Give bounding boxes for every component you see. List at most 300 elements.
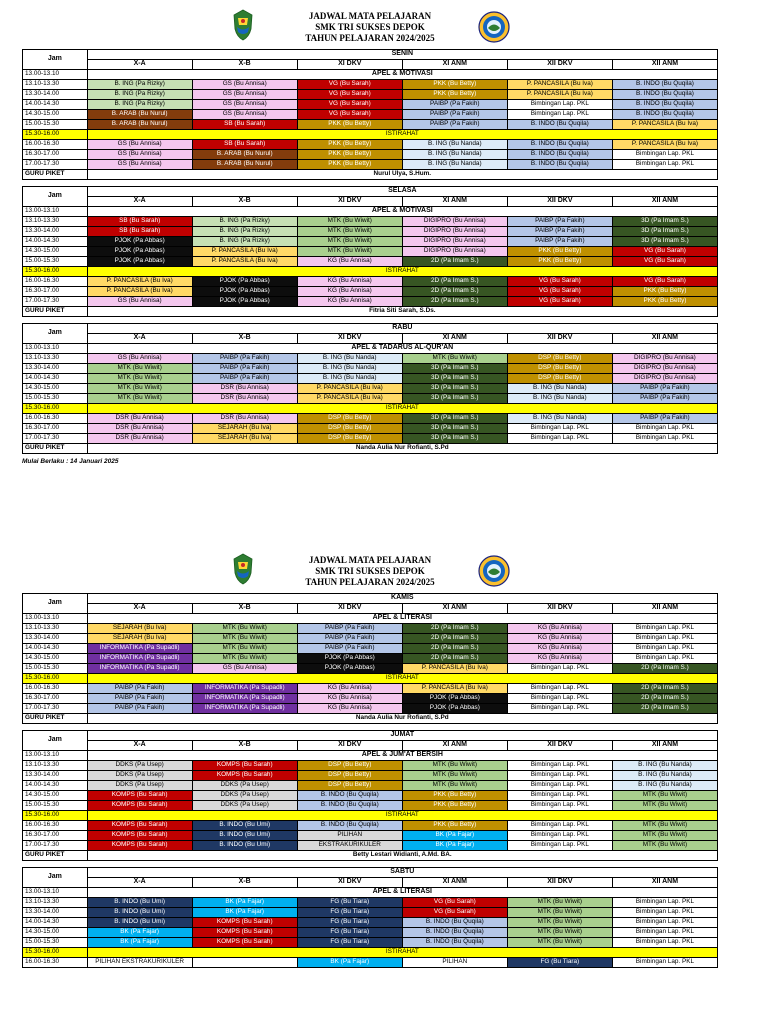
subject-cell: DSR (Bu Annisa) <box>192 394 297 404</box>
class-column-header: XII DKV <box>507 334 612 344</box>
time-slot: 15.00-15.30 <box>23 257 88 267</box>
subject-cell: DDKS (Pa Usep) <box>87 771 192 781</box>
time-slot-row <box>23 257 718 267</box>
day-table-selasa <box>22 186 718 317</box>
subject-cell: B. INDO (Bu Umi) <box>192 831 297 841</box>
subject-cell: Bimbingan Lap. PKL <box>612 644 717 654</box>
subject-cell: PKK (Bu Betty) <box>402 80 507 90</box>
time-slot: 14.30-15.00 <box>23 654 88 664</box>
subject-cell: INFORMATIKA (Pa Supadli) <box>192 694 297 704</box>
time-slot-row <box>23 217 718 227</box>
subject-cell: P. PANCASILA (Bu Iva) <box>507 80 612 90</box>
time-slot-row <box>23 644 718 654</box>
subject-cell: PJOK (Pa Abbas) <box>402 694 507 704</box>
time-slot: 14.30-15.00 <box>23 384 88 394</box>
day-table-senin <box>22 49 718 180</box>
subject-cell: SEJARAH (Bu Iva) <box>87 634 192 644</box>
subject-cell: PILIHAN <box>402 958 507 968</box>
class-column-header: X-A <box>87 878 192 888</box>
time-slot-row <box>23 761 718 771</box>
time-slot: 13.00-13.10 <box>23 207 88 217</box>
subject-cell: PJOK (Pa Abbas) <box>192 297 297 307</box>
subject-cell: PJOK (Pa Abbas) <box>87 257 192 267</box>
subject-cell: Bimbingan Lap. PKL <box>507 100 612 110</box>
time-slot-row <box>23 614 718 624</box>
time-slot-row <box>23 364 718 374</box>
class-column-header: X-A <box>87 197 192 207</box>
subject-cell: 2D (Pa Imam S.) <box>402 634 507 644</box>
subject-cell: INFORMATIKA (Pa Supadli) <box>192 704 297 714</box>
time-slot-row <box>23 751 718 761</box>
time-slot-row <box>23 414 718 424</box>
guru-piket-name: Nurul Ulya, S.Hum. <box>87 170 717 180</box>
subject-cell: PJOK (Pa Abbas) <box>87 247 192 257</box>
class-column-header: XII ANM <box>612 741 717 751</box>
subject-cell: B. INDO (Bu Umi) <box>87 898 192 908</box>
subject-cell: PJOK (Pa Abbas) <box>192 277 297 287</box>
subject-cell: BK (Pa Fajar) <box>402 841 507 851</box>
subject-cell: GS (Bu Annisa) <box>87 150 192 160</box>
class-column-header: X-B <box>192 878 297 888</box>
subject-cell: PAIBP (Pa Fakih) <box>87 704 192 714</box>
time-slot: 15.30-16.00 <box>23 404 88 414</box>
day-name: JUMAT <box>87 731 717 741</box>
time-slot-row <box>23 110 718 120</box>
subject-cell: VG (Bu Sarah) <box>297 80 402 90</box>
subject-cell: 2D (Pa Imam S.) <box>402 644 507 654</box>
time-slot: 13.10-13.30 <box>23 624 88 634</box>
subject-cell: DDKS (Pa Usep) <box>87 761 192 771</box>
subject-cell: MTK (Bu Wiwit) <box>507 938 612 948</box>
subject-cell: Bimbingan Lap. PKL <box>507 841 612 851</box>
subject-cell: DIGIPRO (Bu Annisa) <box>402 247 507 257</box>
opening-activity: APEL & LITERASI <box>87 888 717 898</box>
effective-date-note: Mulai Berlaku : 14 Januari 2025 <box>22 458 119 465</box>
subject-cell: MTK (Bu Wiwit) <box>192 644 297 654</box>
time-slot: 14.00-14.30 <box>23 918 88 928</box>
time-slot: 13.00-13.10 <box>23 614 88 624</box>
subject-cell: Bimbingan Lap. PKL <box>612 424 717 434</box>
subject-cell: B. INDO (Bu Umi) <box>87 908 192 918</box>
title-line-1: JADWAL MATA PELAJARAN <box>308 555 432 565</box>
subject-cell: P. PANCASILA (Bu Iva) <box>507 90 612 100</box>
time-slot: 14.30-15.00 <box>23 928 88 938</box>
subject-cell: B. INDO (Bu Quqila) <box>507 140 612 150</box>
subject-cell: VG (Bu Sarah) <box>402 908 507 918</box>
subject-cell: P. PANCASILA (Bu Iva) <box>612 140 717 150</box>
jam-header: Jam <box>23 868 88 888</box>
subject-cell: DSP (Bu Betty) <box>297 414 402 424</box>
opening-activity: APEL & MOTIVASI <box>87 70 717 80</box>
subject-cell: KOMPS (Bu Sarah) <box>87 831 192 841</box>
subject-cell: KOMPS (Bu Sarah) <box>87 801 192 811</box>
subject-cell: DSR (Bu Annisa) <box>192 384 297 394</box>
time-slot: 13.30-14.00 <box>23 227 88 237</box>
time-slot-row <box>23 80 718 90</box>
subject-cell: KOMPS (Bu Sarah) <box>87 821 192 831</box>
time-slot: 13.00-13.10 <box>23 70 88 80</box>
subject-cell: MTK (Bu Wiwit) <box>612 801 717 811</box>
subject-cell: DSR (Bu Annisa) <box>87 414 192 424</box>
subject-cell: B. INDO (Bu Quqila) <box>402 918 507 928</box>
subject-cell: GS (Bu Annisa) <box>87 160 192 170</box>
subject-cell: B. INDO (Bu Quqila) <box>297 821 402 831</box>
time-slot-row <box>23 354 718 364</box>
time-slot: 14.00-14.30 <box>23 100 88 110</box>
time-slot: 14.00-14.30 <box>23 237 88 247</box>
time-slot: 15.30-16.00 <box>23 811 88 821</box>
time-slot: 13.00-13.10 <box>23 751 88 761</box>
time-slot-row <box>23 811 718 821</box>
subject-cell: PAIBP (Pa Fakih) <box>192 364 297 374</box>
time-slot: 13.10-13.30 <box>23 354 88 364</box>
subject-cell: Bimbingan Lap. PKL <box>507 761 612 771</box>
time-slot: 15.00-15.30 <box>23 120 88 130</box>
subject-cell: MTK (Bu Wiwit) <box>402 354 507 364</box>
time-slot: 15.00-15.30 <box>23 801 88 811</box>
guru-piket-label: GURU PIKET <box>23 170 88 180</box>
guru-piket-name: Nanda Aulia Nur Rofianti, S.Pd <box>87 444 717 454</box>
subject-cell: B. INDO (Bu Quqila) <box>402 928 507 938</box>
guru-piket-label: GURU PIKET <box>23 444 88 454</box>
subject-cell: MTK (Bu Wiwit) <box>507 908 612 918</box>
time-slot: 17.00-17.30 <box>23 434 88 444</box>
day-name: SELASA <box>87 187 717 197</box>
subject-cell: P. PANCASILA (Bu Iva) <box>612 120 717 130</box>
subject-cell: Bimbingan Lap. PKL <box>507 821 612 831</box>
time-slot-row <box>23 344 718 354</box>
subject-cell: DSP (Bu Betty) <box>297 761 402 771</box>
break-label: ISTIRAHAT <box>87 130 717 140</box>
subject-cell: PKK (Bu Betty) <box>297 150 402 160</box>
subject-cell: KG (Bu Annisa) <box>297 704 402 714</box>
subject-cell: 2D (Pa Imam S.) <box>402 257 507 267</box>
subject-cell: B. ING (Bu Nanda) <box>297 374 402 384</box>
class-column-header: XI DKV <box>297 878 402 888</box>
subject-cell: PAIBP (Pa Fakih) <box>192 354 297 364</box>
class-column-header: X-A <box>87 60 192 70</box>
time-slot: 16.00-16.30 <box>23 414 88 424</box>
time-slot: 16.30-17.00 <box>23 831 88 841</box>
subject-cell: PILIHAN EKSTRAKURIKULER <box>87 958 192 968</box>
subject-cell: DDKS (Pa Usep) <box>192 791 297 801</box>
class-column-header: X-B <box>192 197 297 207</box>
guru-piket-name: Fitria Siti Sarah, S.Ds. <box>87 307 717 317</box>
subject-cell: MTK (Bu Wiwit) <box>612 821 717 831</box>
subject-cell: B. ARAB (Bu Nurul) <box>87 110 192 120</box>
subject-cell: PAIBP (Pa Fakih) <box>612 394 717 404</box>
subject-cell: BK (Pa Fajar) <box>402 831 507 841</box>
time-slot: 17.00-17.30 <box>23 297 88 307</box>
subject-cell: 3D (Pa Imam S.) <box>402 384 507 394</box>
time-slot-row <box>23 374 718 384</box>
opening-activity: APEL & LITERASI <box>87 614 717 624</box>
subject-cell: MTK (Bu Wiwit) <box>402 771 507 781</box>
subject-cell: MTK (Bu Wiwit) <box>297 217 402 227</box>
subject-cell: PAIBP (Pa Fakih) <box>507 237 612 247</box>
day-name: SABTU <box>87 868 717 878</box>
subject-cell: DIGIPRO (Bu Annisa) <box>402 227 507 237</box>
subject-cell: B. ING (Bu Nanda) <box>612 781 717 791</box>
subject-cell: KOMPS (Bu Sarah) <box>192 761 297 771</box>
subject-cell: B. ING (Pa Rizky) <box>87 90 192 100</box>
subject-cell: VG (Bu Sarah) <box>297 90 402 100</box>
class-column-header: XII ANM <box>612 334 717 344</box>
time-slot: 15.30-16.00 <box>23 674 88 684</box>
subject-cell: DSP (Bu Betty) <box>507 364 612 374</box>
subject-cell: MTK (Bu Wiwit) <box>507 928 612 938</box>
class-column-header: XII DKV <box>507 197 612 207</box>
time-slot: 13.10-13.30 <box>23 80 88 90</box>
subject-cell: MTK (Bu Wiwit) <box>87 384 192 394</box>
subject-cell: PKK (Bu Betty) <box>402 821 507 831</box>
subject-cell: GS (Bu Annisa) <box>192 110 297 120</box>
time-slot-row <box>23 684 718 694</box>
subject-cell: P. PANCASILA (Bu Iva) <box>297 384 402 394</box>
break-label: ISTIRAHAT <box>87 811 717 821</box>
subject-cell: 2D (Pa Imam S.) <box>402 277 507 287</box>
time-slot-row <box>23 771 718 781</box>
time-slot-row <box>23 938 718 948</box>
subject-cell: B. INDO (Bu Quqila) <box>507 160 612 170</box>
subject-cell: P. PANCASILA (Bu Iva) <box>87 287 192 297</box>
subject-cell: Bimbingan Lap. PKL <box>507 434 612 444</box>
time-slot: 15.00-15.30 <box>23 394 88 404</box>
subject-cell: MTK (Bu Wiwit) <box>192 654 297 664</box>
subject-cell: MTK (Bu Wiwit) <box>87 364 192 374</box>
title-line-1: JADWAL MATA PELAJARAN <box>308 11 432 21</box>
subject-cell: PAIBP (Pa Fakih) <box>612 384 717 394</box>
subject-cell: Bimbingan Lap. PKL <box>507 424 612 434</box>
subject-cell: MTK (Bu Wiwit) <box>297 247 402 257</box>
subject-cell: SB (Bu Sarah) <box>192 140 297 150</box>
subject-cell: DSP (Bu Betty) <box>507 354 612 364</box>
subject-cell: SEJARAH (Bu Iva) <box>192 424 297 434</box>
subject-cell: DDKS (Pa Usep) <box>87 781 192 791</box>
subject-cell: KG (Bu Annisa) <box>297 287 402 297</box>
class-column-header: XII ANM <box>612 197 717 207</box>
subject-cell: 3D (Pa Imam S.) <box>402 364 507 374</box>
class-column-header: XI ANM <box>402 60 507 70</box>
time-slot: 14.00-14.30 <box>23 781 88 791</box>
subject-cell: DSP (Bu Betty) <box>297 771 402 781</box>
subject-cell: Bimbingan Lap. PKL <box>507 771 612 781</box>
subject-cell: VG (Bu Sarah) <box>507 297 612 307</box>
time-slot: 16.00-16.30 <box>23 140 88 150</box>
subject-cell: MTK (Bu Wiwit) <box>297 227 402 237</box>
class-column-header: XI DKV <box>297 60 402 70</box>
time-slot-row <box>23 404 718 414</box>
subject-cell: Bimbingan Lap. PKL <box>507 684 612 694</box>
subject-cell: B. ING (Bu Nanda) <box>402 160 507 170</box>
day-table-sabtu <box>22 867 718 968</box>
class-column-header: XII ANM <box>612 878 717 888</box>
time-slot: 13.10-13.30 <box>23 898 88 908</box>
time-slot-row <box>23 831 718 841</box>
subject-cell <box>192 958 297 968</box>
subject-cell: 2D (Pa Imam S.) <box>612 704 717 714</box>
subject-cell: 2D (Pa Imam S.) <box>612 664 717 674</box>
subject-cell: DSR (Bu Annisa) <box>192 414 297 424</box>
subject-cell: PJOK (Pa Abbas) <box>87 237 192 247</box>
class-column-header: XI ANM <box>402 878 507 888</box>
class-column-header: XII DKV <box>507 604 612 614</box>
subject-cell: B. ING (Bu Nanda) <box>507 394 612 404</box>
subject-cell: B. ING (Bu Nanda) <box>297 354 402 364</box>
subject-cell: B. ING (Pa Rizky) <box>87 100 192 110</box>
subject-cell: B. ING (Bu Nanda) <box>402 140 507 150</box>
subject-cell: GS (Bu Annisa) <box>192 90 297 100</box>
time-slot-row <box>23 791 718 801</box>
subject-cell: Bimbingan Lap. PKL <box>612 654 717 664</box>
subject-cell: B. INDO (Bu Quqila) <box>297 801 402 811</box>
subject-cell: DIGIPRO (Bu Annisa) <box>402 237 507 247</box>
subject-cell: GS (Bu Annisa) <box>87 140 192 150</box>
subject-cell: PAIBP (Pa Fakih) <box>192 374 297 384</box>
subject-cell: PAIBP (Pa Fakih) <box>297 644 402 654</box>
guru-piket-name: Nanda Aulia Nur Rofianti, S.Pd <box>87 714 717 724</box>
guru-piket-label: GURU PIKET <box>23 307 88 317</box>
subject-cell: DSR (Bu Annisa) <box>87 424 192 434</box>
subject-cell: B. ING (Bu Nanda) <box>402 150 507 160</box>
class-column-header: X-A <box>87 741 192 751</box>
jam-header: Jam <box>23 50 88 70</box>
subject-cell: GS (Bu Annisa) <box>87 297 192 307</box>
subject-cell: MTK (Bu Wiwit) <box>297 237 402 247</box>
time-slot: 17.00-17.30 <box>23 160 88 170</box>
time-slot: 14.00-14.30 <box>23 374 88 384</box>
class-column-header: XI DKV <box>297 334 402 344</box>
time-slot-row <box>23 888 718 898</box>
school-emblem-icon <box>478 11 510 43</box>
subject-cell: B. INDO (Bu Quqila) <box>297 791 402 801</box>
subject-cell: B. ING (Pa Rizky) <box>192 237 297 247</box>
subject-cell: B. INDO (Bu Quqila) <box>507 150 612 160</box>
subject-cell: PJOK (Pa Abbas) <box>297 664 402 674</box>
time-slot-row <box>23 384 718 394</box>
time-slot: 14.30-15.00 <box>23 247 88 257</box>
subject-cell: MTK (Bu Wiwit) <box>87 374 192 384</box>
subject-cell: INFORMATIKA (Pa Supadli) <box>87 664 192 674</box>
subject-cell: PJOK (Pa Abbas) <box>297 654 402 664</box>
subject-cell: P. PANCASILA (Bu Iva) <box>402 664 507 674</box>
subject-cell: B. INDO (Bu Umi) <box>192 841 297 851</box>
time-slot-row <box>23 781 718 791</box>
subject-cell: PAIBP (Pa Fakih) <box>297 624 402 634</box>
time-slot-row <box>23 207 718 217</box>
school-emblem-icon <box>478 555 510 587</box>
subject-cell: B. INDO (Bu Umi) <box>87 918 192 928</box>
subject-cell: B. INDO (Bu Umi) <box>192 821 297 831</box>
subject-cell: MTK (Bu Wiwit) <box>612 791 717 801</box>
subject-cell: B. ING (Pa Rizky) <box>192 227 297 237</box>
subject-cell: KOMPS (Bu Sarah) <box>192 938 297 948</box>
title-line-2: SMK TRI SUKSES DEPOK <box>315 566 425 576</box>
class-column-header: XI DKV <box>297 604 402 614</box>
subject-cell: DIGIPRO (Bu Annisa) <box>402 217 507 227</box>
subject-cell: VG (Bu Sarah) <box>297 100 402 110</box>
subject-cell: P. PANCASILA (Bu Iva) <box>192 247 297 257</box>
subject-cell: B. INDO (Bu Quqila) <box>612 110 717 120</box>
time-slot: 13.30-14.00 <box>23 364 88 374</box>
time-slot-row <box>23 120 718 130</box>
subject-cell: B. INDO (Bu Quqila) <box>507 120 612 130</box>
subject-cell: Bimbingan Lap. PKL <box>612 160 717 170</box>
subject-cell: 2D (Pa Imam S.) <box>612 684 717 694</box>
title-line-2: SMK TRI SUKSES DEPOK <box>315 22 425 32</box>
subject-cell: VG (Bu Sarah) <box>612 277 717 287</box>
subject-cell: SEJARAH (Bu Iva) <box>192 434 297 444</box>
time-slot: 14.30-15.00 <box>23 110 88 120</box>
time-slot-row <box>23 150 718 160</box>
subject-cell: KG (Bu Annisa) <box>507 644 612 654</box>
subject-cell: FG (Bu Tiara) <box>507 958 612 968</box>
subject-cell: PKK (Bu Betty) <box>297 140 402 150</box>
subject-cell: 2D (Pa Imam S.) <box>402 287 507 297</box>
time-slot-row <box>23 237 718 247</box>
class-column-header: X-B <box>192 334 297 344</box>
subject-cell: Bimbingan Lap. PKL <box>507 704 612 714</box>
subject-cell: P. PANCASILA (Bu Iva) <box>297 394 402 404</box>
subject-cell: DDKS (Pa Usep) <box>192 801 297 811</box>
time-slot: 13.10-13.30 <box>23 761 88 771</box>
time-slot: 13.30-14.00 <box>23 908 88 918</box>
subject-cell: SB (Bu Sarah) <box>87 227 192 237</box>
schedule-header <box>22 9 718 49</box>
class-column-header: X-A <box>87 604 192 614</box>
class-column-header: X-B <box>192 60 297 70</box>
subject-cell: Bimbingan Lap. PKL <box>612 958 717 968</box>
subject-cell: PAIBP (Pa Fakih) <box>507 227 612 237</box>
subject-cell: 3D (Pa Imam S.) <box>402 434 507 444</box>
subject-cell: GS (Bu Annisa) <box>192 100 297 110</box>
subject-cell: PAIBP (Pa Fakih) <box>402 100 507 110</box>
subject-cell: Bimbingan Lap. PKL <box>612 928 717 938</box>
subject-cell: PKK (Bu Betty) <box>402 90 507 100</box>
subject-cell: B. ING (Bu Nanda) <box>297 364 402 374</box>
time-slot-row <box>23 948 718 958</box>
time-slot-row <box>23 958 718 968</box>
subject-cell: INFORMATIKA (Pa Supadli) <box>87 644 192 654</box>
time-slot: 17.00-17.30 <box>23 841 88 851</box>
subject-cell: EKSTRAKURIKULER <box>297 841 402 851</box>
time-slot-row <box>23 654 718 664</box>
time-slot-row <box>23 160 718 170</box>
subject-cell: MTK (Bu Wiwit) <box>507 918 612 928</box>
time-slot-row <box>23 928 718 938</box>
subject-cell: INFORMATIKA (Pa Supadli) <box>192 684 297 694</box>
subject-cell: FG (Bu Tiara) <box>297 938 402 948</box>
day-table-rabu <box>22 323 718 454</box>
subject-cell: DSP (Bu Betty) <box>297 434 402 444</box>
subject-cell: SB (Bu Sarah) <box>87 217 192 227</box>
subject-cell: P. PANCASILA (Bu Iva) <box>87 277 192 287</box>
time-slot-row <box>23 908 718 918</box>
time-slot-row <box>23 694 718 704</box>
subject-cell: PKK (Bu Betty) <box>402 791 507 801</box>
subject-cell: VG (Bu Sarah) <box>507 277 612 287</box>
subject-cell: B. INDO (Bu Quqila) <box>612 100 717 110</box>
subject-cell: VG (Bu Sarah) <box>612 247 717 257</box>
subject-cell: KOMPS (Bu Sarah) <box>192 771 297 781</box>
time-slot-row <box>23 424 718 434</box>
time-slot-row <box>23 898 718 908</box>
subject-cell: B. INDO (Bu Quqila) <box>612 90 717 100</box>
time-slot: 15.30-16.00 <box>23 267 88 277</box>
subject-cell: PAIBP (Pa Fakih) <box>402 110 507 120</box>
time-slot: 14.00-14.30 <box>23 644 88 654</box>
subject-cell: Bimbingan Lap. PKL <box>612 908 717 918</box>
